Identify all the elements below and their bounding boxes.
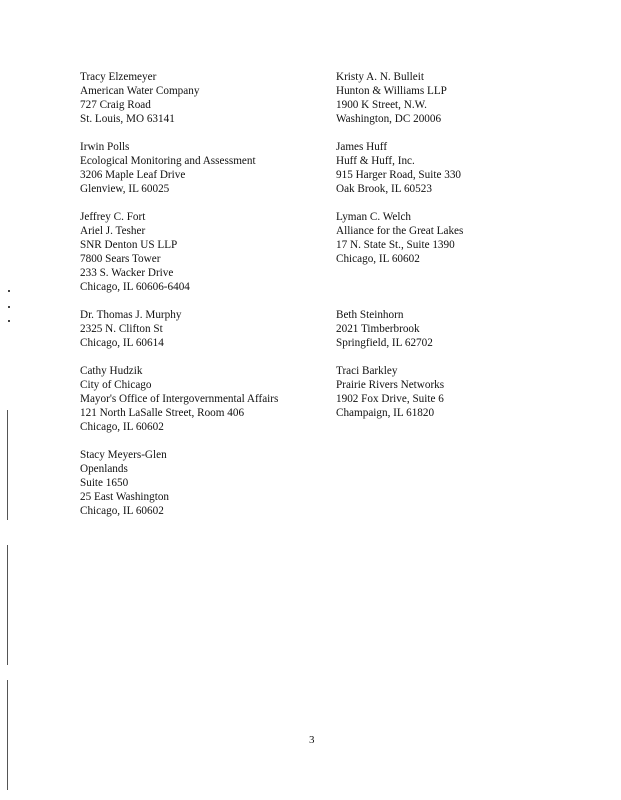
address-line: Jeffrey C. Fort (80, 211, 146, 223)
address-line: Champaign, IL 61820 (336, 407, 435, 420)
scan-edge-line (7, 680, 8, 790)
address-block (80, 70, 199, 126)
address-block (336, 140, 461, 196)
address-line: Ariel J. Tesher (80, 225, 146, 238)
address-line: Chicago, IL 60606-6404 (80, 281, 190, 294)
address-line: Beth Steinhorn (336, 309, 404, 321)
address-block (80, 140, 256, 196)
page-number: 3 (309, 734, 315, 746)
address-line: Mayor's Office of Intergovernmental Affairs (80, 393, 279, 406)
address-line: 3206 Maple Leaf Drive (80, 169, 186, 182)
address-line: Chicago, IL 60614 (80, 337, 164, 350)
address-line: Suite 1650 (80, 477, 129, 490)
address-block (336, 70, 447, 126)
address-line: Washington, DC 20006 (336, 113, 442, 126)
scan-mark (8, 290, 10, 292)
address-block (80, 210, 190, 295)
address-block (336, 210, 463, 266)
address-line: Openlands (80, 463, 128, 476)
address-line: 2021 Timberbrook (336, 323, 420, 336)
address-block (80, 448, 169, 518)
address-line: Prairie Rivers Networks (336, 379, 445, 392)
address-line: 7800 Sears Tower (80, 253, 161, 266)
address-line: Traci Barkley (336, 365, 398, 377)
address-line: 1902 Fox Drive, Suite 6 (336, 393, 444, 406)
address-line: Cathy Hudzik (80, 365, 143, 377)
scan-edge-line (7, 545, 8, 665)
address-line: Springfield, IL 62702 (336, 337, 433, 350)
address-line: Lyman C. Welch (336, 211, 412, 223)
address-line: Hunton & Williams LLP (336, 85, 447, 98)
address-block (80, 308, 181, 350)
address-line: Alliance for the Great Lakes (336, 225, 464, 238)
address-line: SNR Denton US LLP (80, 239, 178, 252)
address-line: 121 North LaSalle Street, Room 406 (80, 407, 245, 420)
address-line: Dr. Thomas J. Murphy (80, 309, 182, 321)
address-line: 727 Craig Road (80, 99, 151, 112)
address-line: 233 S. Wacker Drive (80, 267, 174, 280)
address-line: Ecological Monitoring and Assessment (80, 155, 256, 168)
address-line: Chicago, IL 60602 (336, 253, 420, 266)
address-line: 25 East Washington (80, 491, 170, 504)
address-line: 1900 K Street, N.W. (336, 99, 427, 112)
address-line: 17 N. State St., Suite 1390 (336, 239, 455, 252)
address-line: Irwin Polls (80, 141, 130, 153)
address-line: Chicago, IL 60602 (80, 505, 164, 518)
address-line: 915 Harger Road, Suite 330 (336, 169, 462, 182)
address-block (80, 364, 278, 434)
address-line: St. Louis, MO 63141 (80, 113, 175, 126)
address-line: Oak Brook, IL 60523 (336, 183, 432, 196)
scan-edge-line (7, 410, 8, 520)
address-line: American Water Company (80, 85, 200, 98)
address-block (336, 308, 433, 350)
address-line: 2325 N. Clifton St (80, 323, 163, 336)
address-block (336, 364, 444, 420)
address-line: Kristy A. N. Bulleit (336, 71, 424, 83)
address-line: Glenview, IL 60025 (80, 183, 170, 196)
address-line: Stacy Meyers-Glen (80, 449, 167, 461)
address-line: Chicago, IL 60602 (80, 421, 164, 434)
address-line: City of Chicago (80, 379, 152, 392)
address-line: James Huff (336, 141, 388, 153)
scan-mark (8, 306, 10, 308)
address-line: Huff & Huff, Inc. (336, 155, 415, 168)
scan-mark (8, 320, 10, 322)
address-line: Tracy Elzemeyer (80, 71, 157, 83)
